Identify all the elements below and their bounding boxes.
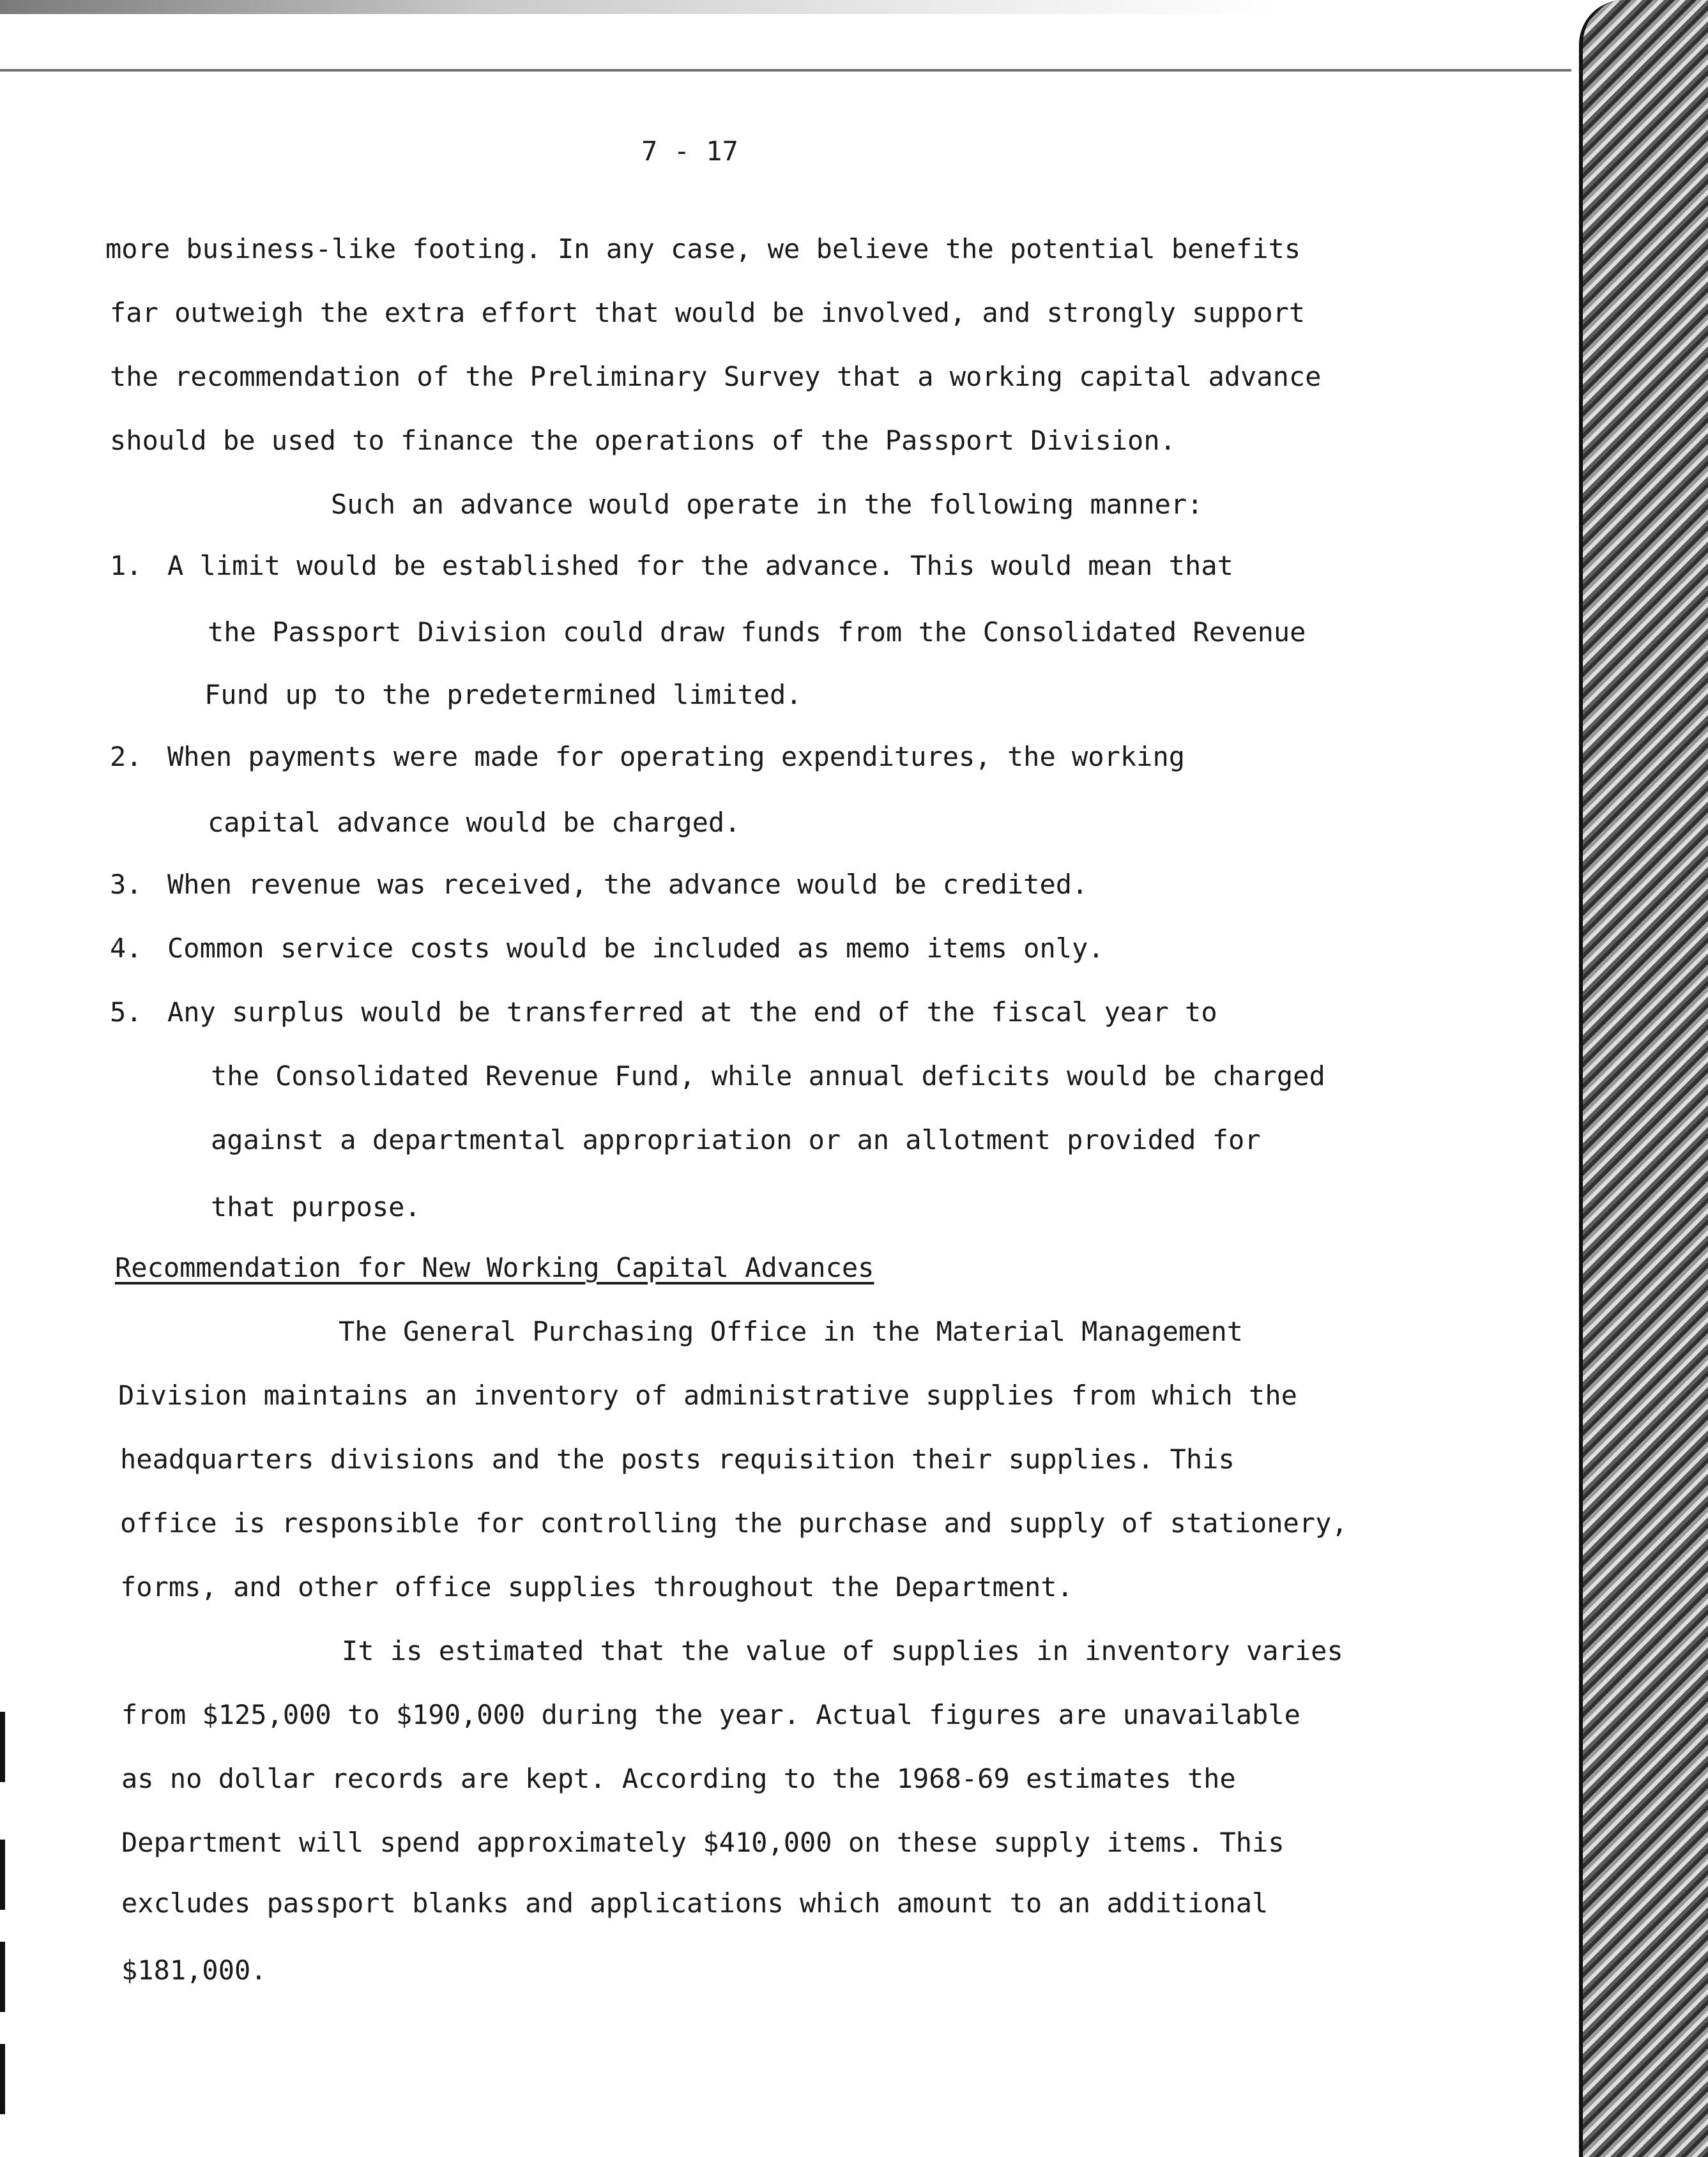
list-item-5 xyxy=(110,993,1217,1032)
paragraph-line: as no dollar records are kept. According to the 1968-69 estimates the xyxy=(121,1763,1236,1794)
scan-top-rule xyxy=(0,69,1571,72)
list-item-1 xyxy=(110,547,1233,585)
list-text: A limit would be established for the advance. This would mean that xyxy=(167,550,1233,581)
intro-line: more business-like footing. In any case, we believe the potential benefits xyxy=(105,233,1301,264)
intro-line: the recommendation of the Preliminary Survey that a working capital advance xyxy=(110,361,1322,392)
list-item-4 xyxy=(110,929,1104,968)
list-text: Common service costs would be included as memo items only. xyxy=(167,933,1104,964)
paragraph-line: excludes passport blanks and applications which amount to an additional xyxy=(121,1887,1269,1919)
list-number: 5. xyxy=(110,996,142,1028)
paragraph-line: headquarters divisions and the posts requisition their supplies. This xyxy=(120,1444,1235,1475)
list-number: 4. xyxy=(110,933,142,964)
manner-line: Such an advance would operate in the following manner: xyxy=(331,489,1203,520)
scan-top-shadow xyxy=(0,0,1597,14)
scan-right-edge xyxy=(1579,0,1708,2157)
paragraph-line: The General Purchasing Office in the Material Management xyxy=(339,1316,1244,1347)
intro-line: should be used to finance the operations of the Passport Division. xyxy=(110,425,1176,456)
paragraph-line: forms, and other office supplies throughout the Department. xyxy=(120,1571,1073,1603)
paragraph-line: from $125,000 to $190,000 during the year. Actual figures are unavailable xyxy=(121,1699,1300,1730)
list-number: 2. xyxy=(110,741,142,772)
list-number: 3. xyxy=(110,869,142,900)
list-item-2 xyxy=(110,738,1185,776)
paragraph-line: Division maintains an inventory of administrative supplies from which the xyxy=(118,1380,1297,1411)
list-text: Any surplus would be transferred at the end of the fiscal year to xyxy=(167,996,1217,1028)
page-number: 7 - 17 xyxy=(641,135,738,167)
paragraph-line: It is estimated that the value of supplies in inventory varies xyxy=(342,1635,1343,1666)
paragraph-line: Department will spend approximately $410,000 on these supply items. This xyxy=(121,1827,1285,1858)
list-continuation: that purpose. xyxy=(211,1191,421,1223)
section-heading: Recommendation for New Working Capital Advances xyxy=(115,1252,874,1283)
paragraph-line: $181,000. xyxy=(121,1955,267,1986)
list-item-3 xyxy=(110,865,1088,904)
intro-line: far outweigh the extra effort that would be involved, and strongly support xyxy=(110,297,1306,328)
list-continuation: the Consolidated Revenue Fund, while annual deficits would be charged xyxy=(211,1060,1325,1092)
list-continuation: Fund up to the predetermined limited. xyxy=(204,679,802,710)
list-continuation: capital advance would be charged. xyxy=(208,807,741,838)
list-continuation: the Passport Division could draw funds from the Consolidated Revenue xyxy=(208,616,1306,648)
list-number: 1. xyxy=(110,550,142,581)
list-text: When payments were made for operating expenditures, the working xyxy=(167,741,1186,772)
paragraph-line: office is responsible for controlling the purchase and supply of stationery, xyxy=(120,1507,1348,1539)
list-text: When revenue was received, the advance would be credited. xyxy=(167,869,1088,900)
list-continuation: against a departmental appropriation or an allotment provided for xyxy=(211,1124,1261,1155)
